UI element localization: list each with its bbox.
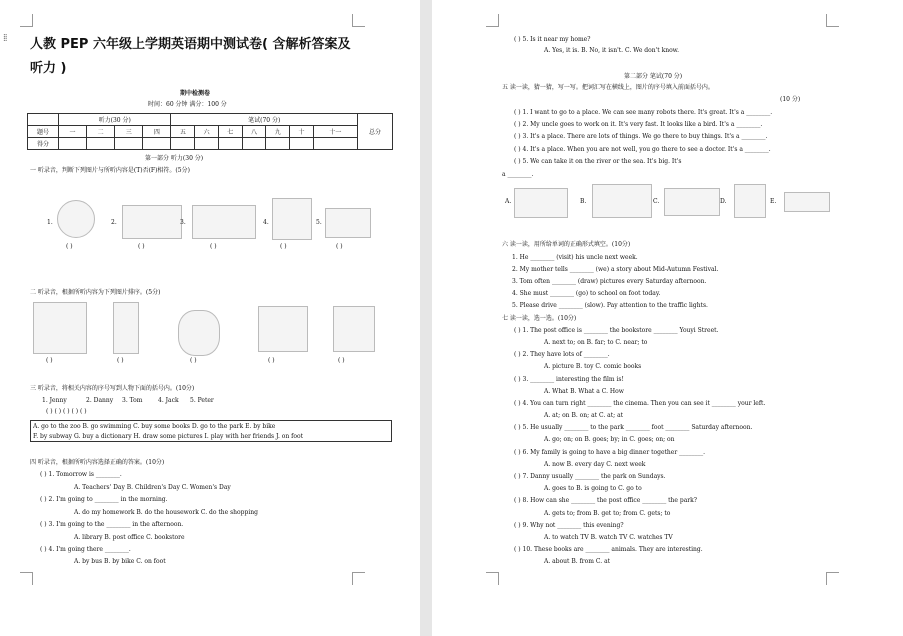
question-line: ( ) 3. I'm going to the ________ in the afternoon. bbox=[40, 521, 184, 528]
picture-label: D. bbox=[720, 198, 727, 205]
cinema-image bbox=[333, 306, 375, 352]
q1-label: 3. bbox=[180, 219, 186, 226]
table-cell: 八 bbox=[242, 126, 266, 138]
airplane-image bbox=[784, 192, 830, 212]
crop-mark bbox=[486, 572, 499, 585]
question-line: ( ) 5. He usually ________ to the park ________ foot ________ Saturday afternoon. bbox=[514, 424, 753, 431]
q3-instruction: 三 听录音，将相关内容的序号写到人物下面的括号内。(10分) bbox=[30, 385, 195, 392]
robots-image bbox=[514, 188, 568, 218]
picture-label: A. bbox=[505, 198, 512, 205]
question-line: ( ) 4. I'm going there ________. bbox=[40, 546, 131, 553]
building-image bbox=[122, 205, 182, 239]
question-line: ( ) 5. Is it near my home? bbox=[514, 36, 591, 43]
question-line: ( ) 4. You can turn right ________ the cinema. Then you can see it ________ your left. bbox=[514, 400, 766, 407]
q1-label: 1. bbox=[47, 219, 53, 226]
question-line: ( ) 1. Tomorrow is ________. bbox=[40, 471, 122, 478]
train-image bbox=[192, 205, 256, 239]
part1-heading: 第一部分 听力(30 分) bbox=[145, 155, 204, 162]
answer-options[interactable]: A. Yes, it is. B. No, it isn't. C. We don't know. bbox=[544, 47, 680, 54]
q1-instruction: 一 听录音，判断下列图片与所听内容是(T)否(F)相符。(5分) bbox=[30, 167, 190, 174]
answer-options[interactable]: A. at; on B. on; at C. at; at bbox=[544, 412, 624, 419]
answer-options[interactable]: A. library B. post office C. bookstore bbox=[74, 534, 185, 541]
question-line: 4. She must ________ (go) to school on foot today. bbox=[512, 290, 661, 297]
name-item: 5. Peter bbox=[190, 397, 214, 404]
crop-mark bbox=[486, 14, 499, 27]
name-item: 2. Danny bbox=[86, 397, 114, 404]
answer-options[interactable]: A. gets to; from B. get to; from C. gets; to bbox=[544, 510, 671, 517]
question-line: ( ) 1. The post office is ________ the bookstore ________ Youyi Street. bbox=[514, 327, 719, 334]
answer-paren[interactable]: ( ) bbox=[138, 243, 145, 250]
crop-mark bbox=[826, 14, 839, 27]
answer-paren[interactable]: ( ) bbox=[336, 243, 343, 250]
table-cell: 六 bbox=[195, 126, 219, 138]
answer-options[interactable]: A. now B. every day C. next week bbox=[544, 461, 646, 468]
answer-options[interactable]: A. picture B. toy C. comic books bbox=[544, 363, 642, 370]
crossroads-image bbox=[258, 306, 308, 352]
name-item: 3. Tom bbox=[122, 397, 143, 404]
question-line: ( ) 3. ________ interesting the film is! bbox=[514, 376, 624, 383]
answer-paren[interactable]: ( ) bbox=[280, 243, 287, 250]
writing-header: 笔试(70 分) bbox=[171, 114, 358, 126]
q3-parens[interactable]: ( ) ( ) ( ) ( ) ( ) bbox=[46, 408, 87, 415]
answer-paren[interactable]: ( ) bbox=[190, 357, 197, 364]
answer-options[interactable]: A. What B. What a C. How bbox=[544, 388, 624, 395]
question-line: ( ) 5. We can take it on the river or the sea. It's big. It's bbox=[514, 158, 682, 165]
family-image bbox=[272, 198, 312, 240]
building-image bbox=[33, 302, 87, 354]
park-people-image bbox=[592, 184, 652, 218]
answer-options[interactable]: A. goes to B. is going to C. go to bbox=[544, 485, 642, 492]
pizza-image bbox=[57, 200, 95, 238]
exam-heading: 期中检测卷 bbox=[180, 90, 211, 97]
total-header: 总分 bbox=[358, 114, 393, 150]
picture-label: C. bbox=[653, 198, 660, 205]
answer-paren[interactable]: ( ) bbox=[117, 357, 124, 364]
q7-instruction: 七 读一读，选一选。(10分) bbox=[502, 315, 577, 322]
crop-mark bbox=[20, 14, 33, 27]
table-cell: 九 bbox=[266, 126, 290, 138]
question-line: ( ) 7. Danny usually ________ the park on Sundays. bbox=[514, 473, 666, 480]
traffic-light-image bbox=[113, 302, 139, 354]
answer-options[interactable]: A. about B. from C. at bbox=[544, 558, 611, 565]
q1-label: 2. bbox=[111, 219, 117, 226]
table-cell: 十 bbox=[290, 126, 314, 138]
children-image bbox=[178, 310, 220, 356]
part2-heading: 第二部分 笔试(70 分) bbox=[624, 73, 683, 80]
table-cell: 三 bbox=[115, 126, 143, 138]
answer-paren[interactable]: ( ) bbox=[338, 357, 345, 364]
q2-instruction: 二 听录音，根据所听内容为下列图片排序。(5分) bbox=[30, 289, 161, 296]
q6-instruction: 六 读一读，用所给单词的正确形式填空。(10分) bbox=[502, 241, 631, 248]
hospital-image bbox=[734, 184, 766, 218]
row-label: 得分 bbox=[28, 138, 59, 150]
answer-paren[interactable]: ( ) bbox=[46, 357, 53, 364]
picture-label: B. bbox=[580, 198, 587, 205]
table-cell: 十一 bbox=[313, 126, 357, 138]
picture-label: E. bbox=[770, 198, 777, 205]
document-title: 人教 PEP 六年级上学期英语期中测试卷( 含解析答案及 听力 ) bbox=[30, 37, 351, 76]
document-page-right bbox=[432, 0, 903, 636]
crop-mark bbox=[352, 572, 365, 585]
document-page-left bbox=[0, 0, 420, 636]
name-item: 4. Jack bbox=[158, 397, 179, 404]
crop-mark bbox=[20, 572, 33, 585]
listening-header: 听力(30 分) bbox=[59, 114, 171, 126]
table-cell: 一 bbox=[59, 126, 87, 138]
options-line: F. by subway G. buy a dictionary H. draw some pictures I. play with her friends J. on foot bbox=[33, 433, 304, 440]
q1-label: 4. bbox=[263, 219, 269, 226]
question-line: ( ) 2. They have lots of ________. bbox=[514, 351, 610, 358]
ship-image bbox=[664, 188, 720, 216]
q5-points: (10 分) bbox=[780, 96, 801, 103]
question-line: ( ) 6. My family is going to have a big dinner together ________. bbox=[514, 449, 706, 456]
q1-label: 5. bbox=[316, 219, 322, 226]
answer-options[interactable]: A. to watch TV B. watch TV C. watches TV bbox=[544, 534, 673, 541]
q4-instruction: 四 听录音，根据所听内容选择正确的答案。(10分) bbox=[30, 459, 165, 466]
answer-options[interactable]: A. go; on; on B. goes; by; in C. goes; on; on bbox=[544, 436, 675, 443]
question-line: ( ) 1. I want to go to a place. We can see many robots there. It's great. It's a ________. bbox=[514, 109, 773, 116]
question-line: 5. Please drive ________ (slow). Pay attention to the traffic lights. bbox=[512, 302, 708, 309]
answer-options[interactable]: A. Teachers' Day B. Children's Day C. Women's Day bbox=[74, 484, 231, 491]
question-line: ( ) 2. I'm going to ________ in the morning. bbox=[40, 496, 168, 503]
answer-paren[interactable]: ( ) bbox=[66, 243, 73, 250]
table-cell: 二 bbox=[87, 126, 115, 138]
options-line: A. go to the zoo B. go swimming C. buy some books D. go to the park E. by bike bbox=[33, 423, 276, 430]
question-line: ( ) 10. These books are ________ animals. They are interesting. bbox=[514, 546, 703, 553]
crop-mark bbox=[352, 14, 365, 27]
table-cell: 五 bbox=[171, 126, 195, 138]
crop-mark bbox=[826, 572, 839, 585]
food-image bbox=[325, 208, 371, 238]
question-line: ( ) 3. It's a place. There are lots of things. We go there to buy things. It's a ________. bbox=[514, 133, 768, 140]
drag-handle-icon[interactable]: ⁞⁞ bbox=[3, 33, 7, 44]
question-line: 2. My mother tells ________ (we) a story about Mid-Autumn Festival. bbox=[512, 266, 719, 273]
question-line: 3. Tom often ________ (draw) pictures every Saturday afternoon. bbox=[512, 278, 707, 285]
answer-options[interactable]: A. by bus B. by bike C. on foot bbox=[74, 558, 166, 565]
question-line: ( ) 8. How can she ________ the post office ________ the park? bbox=[514, 497, 698, 504]
table-cell: 四 bbox=[143, 126, 171, 138]
name-item: 1. Jenny bbox=[42, 397, 67, 404]
answer-paren[interactable]: ( ) bbox=[268, 357, 275, 364]
question-line: ( ) 2. My uncle goes to work on it. It's very fast. It looks like a bird. It's a ________. bbox=[514, 121, 763, 128]
question-line: a ________. bbox=[502, 171, 534, 178]
question-line: ( ) 9. Why not ________ this evening? bbox=[514, 522, 624, 529]
answer-options[interactable]: A. next to; on B. far; to C. near; to bbox=[544, 339, 648, 346]
score-table bbox=[27, 113, 393, 150]
question-line: 1. He ________ (visit) his uncle next week. bbox=[512, 254, 638, 261]
table-cell: 七 bbox=[218, 126, 242, 138]
q5-instruction: 五 读一读，猜一猜，写一写。把词汇写在横线上，图片的序号填入前面括号内。 bbox=[502, 84, 714, 91]
answer-options[interactable]: A. do my homework B. do the housework C. do the shopping bbox=[74, 509, 258, 516]
time-score: 时间：60 分钟 满分：100 分 bbox=[148, 101, 227, 108]
answer-paren[interactable]: ( ) bbox=[210, 243, 217, 250]
row-label: 题号 bbox=[28, 126, 59, 138]
question-line: ( ) 4. It's a place. When you are not well, you go there to see a doctor. It's a ________. bbox=[514, 146, 771, 153]
q3-options-box bbox=[30, 420, 392, 442]
